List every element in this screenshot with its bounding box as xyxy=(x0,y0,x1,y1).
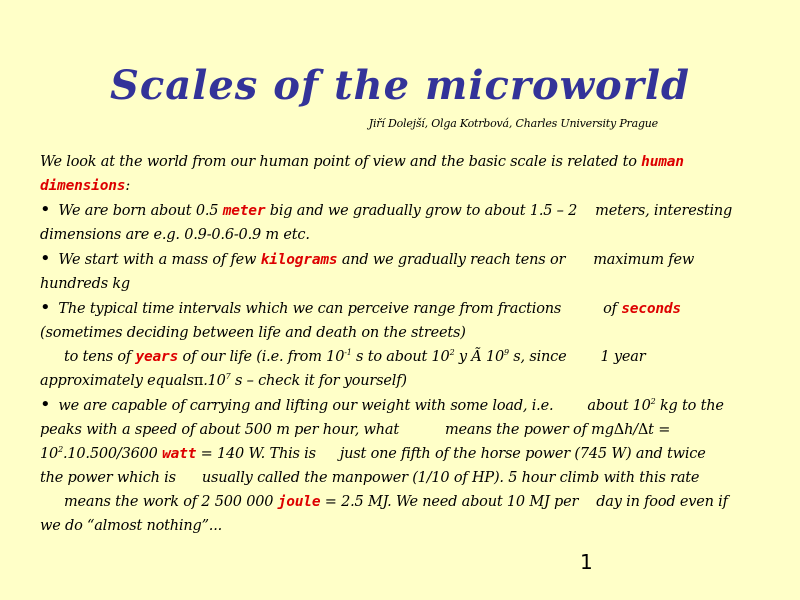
b4-line-3b: .10.500/3600 xyxy=(62,446,163,462)
b4-line-2a: peaks with a speed of about 500 m per hour, what xyxy=(40,422,399,438)
intro-text: We look at the world from our human point of view and the basic scale is related to xyxy=(40,154,642,170)
delta-symbol: Δ xyxy=(637,422,649,438)
b4-line-2d: t = xyxy=(648,422,671,438)
highlight-dimensions: dimensions xyxy=(40,178,126,194)
b3-line-3c: s to about 10 xyxy=(351,349,450,365)
b4-line-5b: = 2.5 MJ. We need about 10 MJ per xyxy=(320,494,579,510)
b4-line-2c: h/ xyxy=(624,422,638,438)
b3-text-2: of xyxy=(603,301,622,317)
b4-line-5c: day in food even if xyxy=(596,494,728,510)
highlight-years: years xyxy=(135,349,179,365)
b3-text-1: The typical time intervals which we can perceive range from fractions xyxy=(58,301,562,317)
intro-end: : xyxy=(125,178,130,194)
b4-line-4b: usually called the manpower (1/10 of HP). 5 hour climb with this rate xyxy=(201,470,700,486)
b1-text-1: We are born about 0.5 xyxy=(58,203,223,219)
bullet-icon: • xyxy=(40,394,51,415)
b2-line-2: hundreds kg xyxy=(40,276,131,292)
b4-line-6: we do “almost nothing”... xyxy=(40,518,223,534)
bullet-size xyxy=(40,198,745,247)
b3-sup-4: 7 xyxy=(225,372,231,382)
slide-body xyxy=(40,150,745,538)
bullet-time xyxy=(40,296,745,393)
b1-line-2: dimensions are e.g. 0.9-0.6-0.9 m etc. xyxy=(40,227,310,243)
b4-line-2b: means the power of mg xyxy=(444,422,614,438)
b3-sup-2: 2 xyxy=(449,348,455,358)
slide-title: Scales of the microworld xyxy=(110,62,690,109)
highlight-joule: joule xyxy=(277,494,321,510)
bullet-icon: • xyxy=(40,199,51,220)
b4-sup-2: 2 xyxy=(58,445,63,455)
b3-line-3a: to tens of xyxy=(64,349,136,365)
b3-line-4a: approximately equals xyxy=(40,373,194,389)
b3-line-4c: s – check it for yourself) xyxy=(230,373,407,389)
bullet-icon: • xyxy=(40,248,51,269)
b3-line-3b: of our life (i.e. from 10 xyxy=(178,349,345,365)
b4-text-3: kg to the xyxy=(655,398,724,414)
b2-text-3: maximum few xyxy=(593,252,695,268)
b4-text-1: we are capable of carrying and lifting our weight with some load, i.e. xyxy=(58,398,554,414)
page-number: 1 xyxy=(580,550,593,574)
highlight-watt: watt xyxy=(162,446,197,462)
authors-line: Jiří Dolejší, Olga Kotrbová, Charles University Prague xyxy=(368,117,658,130)
delta-symbol: Δ xyxy=(613,422,625,438)
b1-text-2: big and we gradually grow to about 1.5 – 2 xyxy=(265,203,578,219)
pi-symbol: π xyxy=(193,373,204,389)
b4-line-3c: = 140 W. This is xyxy=(196,446,316,462)
b4-line-4a: the power which is xyxy=(40,470,176,486)
b2-text-1: We start with a mass of few xyxy=(58,252,261,268)
highlight-kilograms: kilograms xyxy=(260,252,338,268)
bullet-mass xyxy=(40,247,745,296)
b1-text-3: meters, interesting xyxy=(595,203,733,219)
bullet-icon: • xyxy=(40,297,51,318)
bullet-power xyxy=(40,393,745,538)
b4-text-2: about 10 xyxy=(587,398,651,414)
b3-sup-3: 9 xyxy=(504,348,509,358)
b3-line-4b: .10 xyxy=(203,373,226,389)
b4-sup-1: 2 xyxy=(650,397,656,407)
b4-line-5a: means the work of 2 500 000 xyxy=(64,494,278,510)
highlight-seconds: seconds xyxy=(621,301,681,317)
b3-line-3e: s, since xyxy=(508,349,567,365)
b4-line-3d: just one fifth of the horse power (745 W) and twice xyxy=(339,446,706,462)
b4-line-3a: 10 xyxy=(40,446,59,462)
highlight-meter: meter xyxy=(222,203,266,219)
b2-text-2: and we gradually reach tens or xyxy=(337,252,566,268)
b3-line-3f: 1 year xyxy=(600,349,646,365)
intro-paragraph xyxy=(40,150,745,198)
b3-sup-1: -1 xyxy=(344,348,352,358)
highlight-human: human xyxy=(641,154,684,170)
b3-line-3d: y Ã 10 xyxy=(454,349,504,365)
b3-line-2: (sometimes deciding between life and death on the streets) xyxy=(40,325,466,341)
